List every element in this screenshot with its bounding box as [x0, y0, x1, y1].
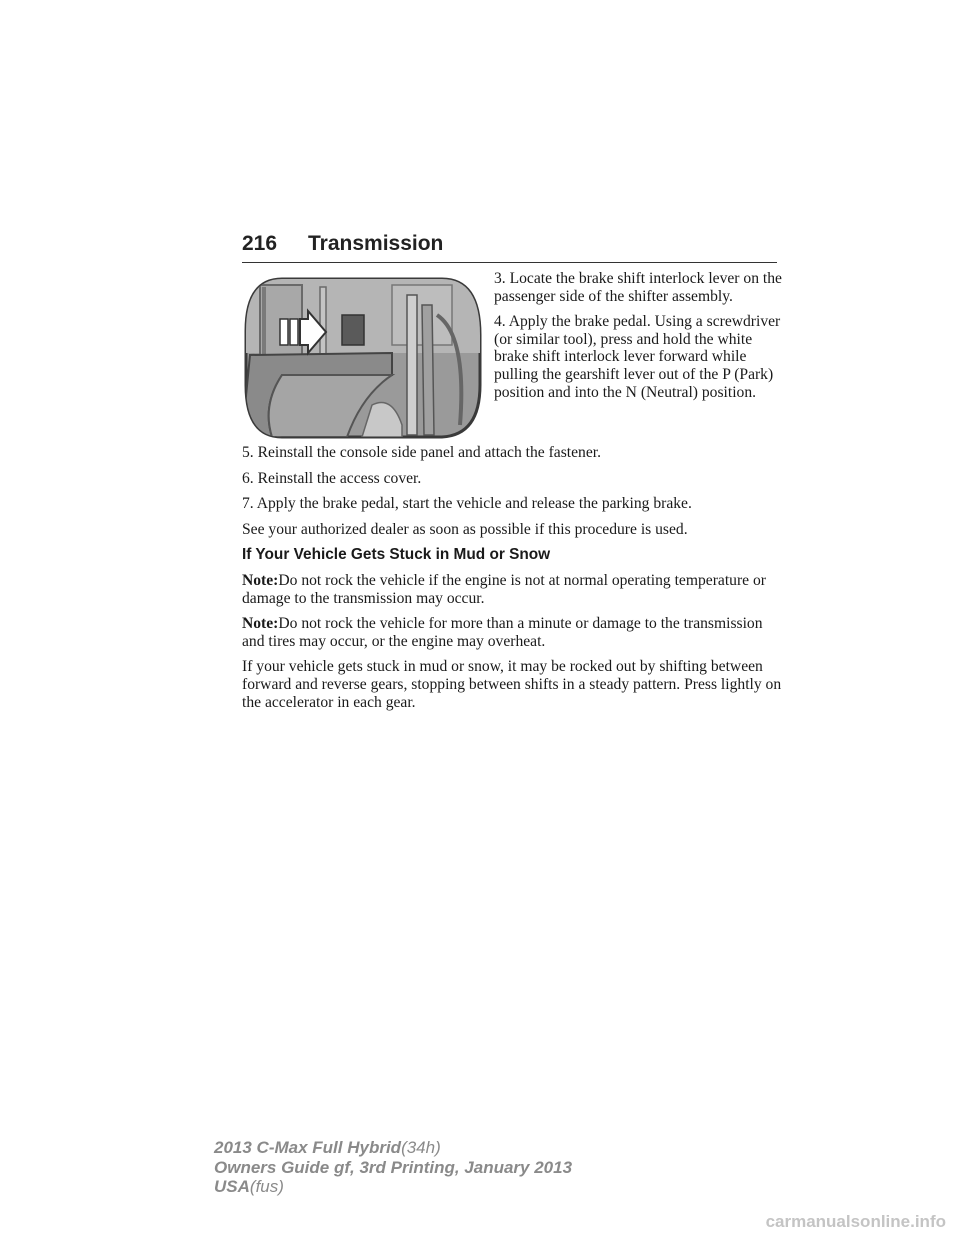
note-label: Note:: [242, 571, 279, 589]
step-4: 4. Apply the brake pedal. Using a screwdriver (or similar tool), press and hold the white brake shift interlock lever forward while pulling the gearshift lever out of the P (Park) position and into the N (Neutral) position.: [494, 313, 781, 401]
note-1-text: Do not rock the vehicle if the engine is not at normal operating temperature or damage to the transmission may occur.: [242, 571, 766, 607]
footer-model: 2013 C-Max Full Hybrid: [214, 1138, 402, 1157]
document-footer: [214, 1138, 814, 1197]
brake-shift-interlock-illustration: [242, 275, 485, 441]
page-header: [242, 232, 777, 263]
step-3: 3. Locate the brake shift interlock lever on the passenger side of the shifter assembly.: [494, 270, 782, 305]
subheading-stuck: If Your Vehicle Gets Stuck in Mud or Snow: [242, 546, 551, 564]
main-body: [242, 444, 782, 719]
step-7: 7. Apply the brake pedal, start the vehicle and release the parking brake.: [242, 495, 692, 513]
page-number: 216: [242, 232, 278, 255]
footer-line-3: [214, 1177, 814, 1197]
watermark: carmanualsonline.info: [765, 1212, 946, 1231]
step-5: 5. Reinstall the console side panel and attach the fastener.: [242, 444, 601, 461]
footer-line-2: Owners Guide gf, 3rd Printing, January 2013: [214, 1157, 573, 1177]
note-1: [242, 572, 782, 607]
note-label: Note:: [242, 615, 279, 633]
step-6: 6. Reinstall the access cover.: [242, 469, 422, 487]
side-steps: [494, 270, 784, 409]
note-2: [242, 615, 782, 650]
dealer-advice: See your authorized dealer as soon as possible if this procedure is used.: [242, 520, 688, 538]
footer-model-code: (34h): [401, 1138, 441, 1157]
footer-region: USA: [214, 1177, 250, 1196]
footer-region-code: (fus): [249, 1177, 284, 1196]
note-2-text: Do not rock the vehicle for more than a minute or damage to the transmission and tires may occur, or the engine may overheat.: [242, 615, 763, 650]
footer-line-1: [214, 1138, 814, 1158]
rocking-paragraph: If your vehicle gets stuck in mud or snow, it may be rocked out by shifting between forward and reverse gears, stopping between shifts in a steady pattern. Press lightly on the accelerator in each gear.: [242, 658, 782, 711]
section-title: Transmission: [308, 232, 444, 255]
